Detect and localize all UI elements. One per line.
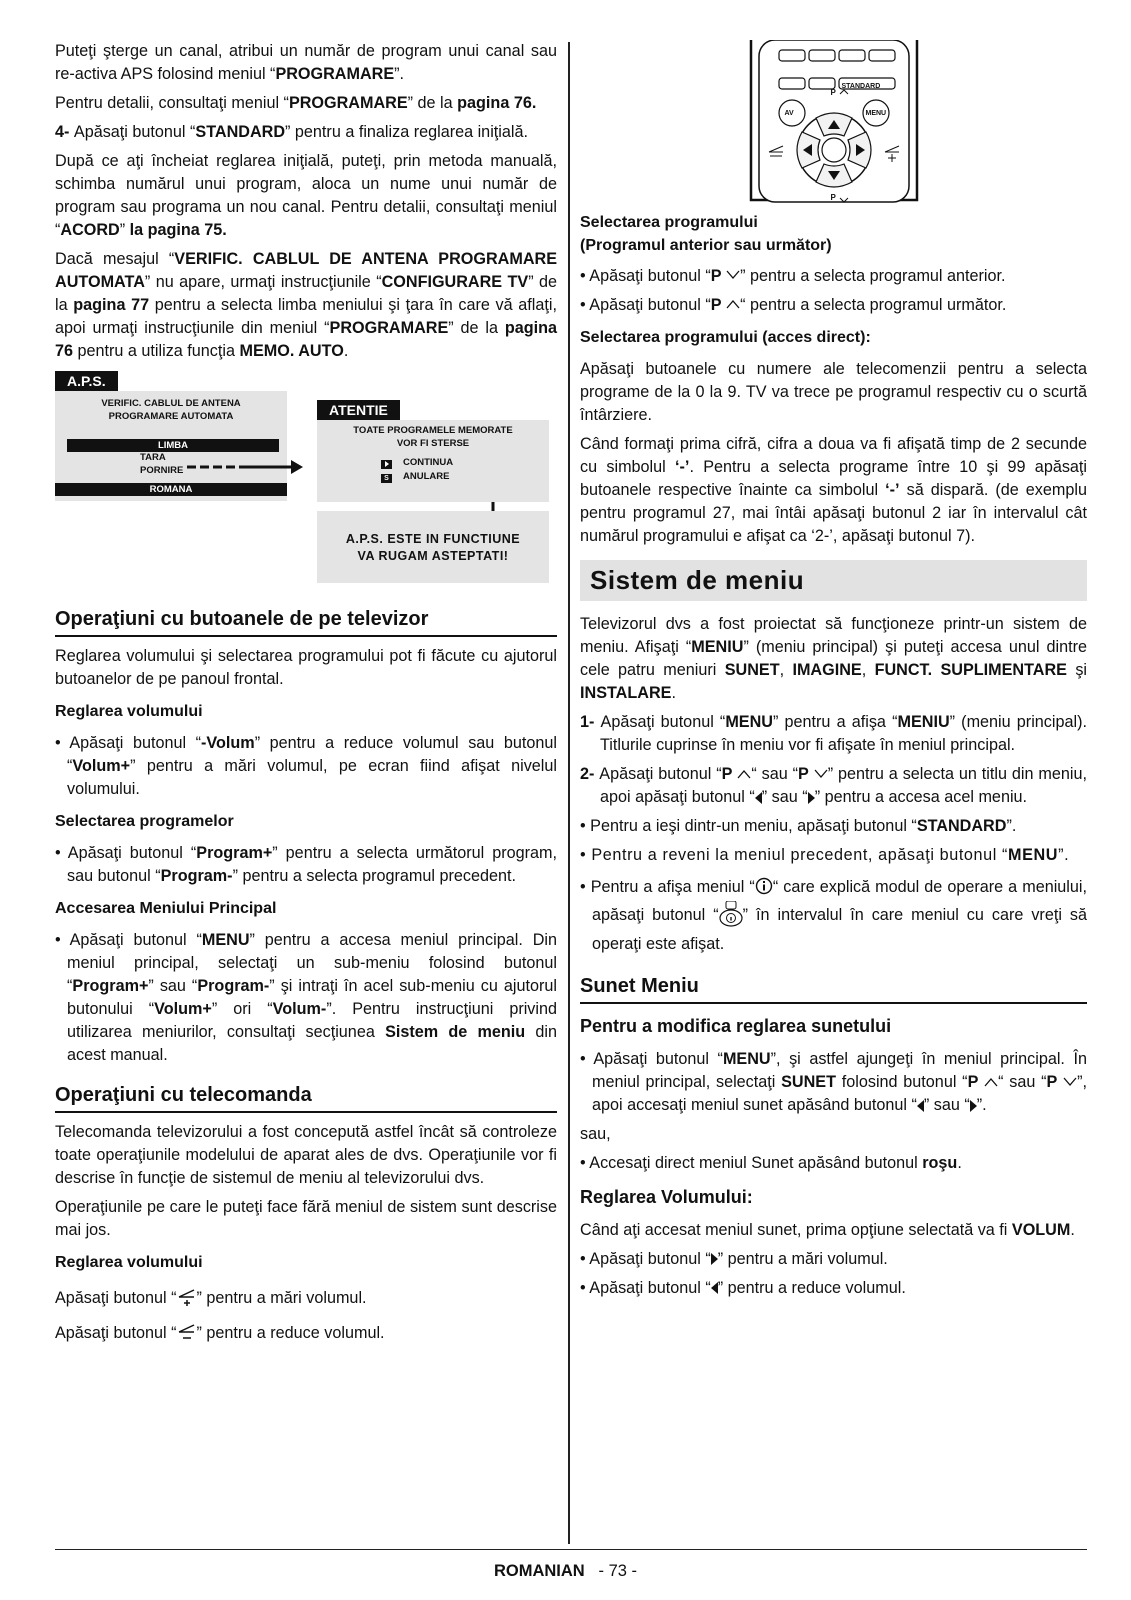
bullet-volume-down: • Apăsaţi butonul “ ” pentru a reduce volumul. — [580, 1278, 906, 1297]
bullet-red-button: • Accesaţi direct meniul Sunet apăsând butonul roşu. — [580, 1154, 962, 1173]
footer-language: ROMANIAN — [493, 1562, 585, 1580]
paragraph-two-digit: Când formaţi prima cifră, cifra a doua va fi afişată timp de 2 secunde cu simbolul ‘-’. Pentru a selecta programe între 10 şi 99 apăsaţi butoanele respective înainte ca simbolul ‘-’ să dispară. (de exemplu pentru programul 27, mai întâi apăsaţi butonul 2 iar în intervalul cât numărul programului e afişat ca ‘2-’, apăsaţi butonul 7). — [580, 435, 1088, 546]
volume-down-icon — [177, 1323, 197, 1341]
remote-av-label: AV — [784, 110, 794, 117]
step-4: 4- Apăsaţi butonul “STANDARD” pentru a finaliza reglarea iniţială. — [55, 123, 528, 141]
remote-body — [749, 40, 919, 205]
chevron-up-icon — [737, 769, 751, 779]
subheading-volume: Reglarea volumului — [55, 703, 203, 721]
menu-item-pornire: PORNIRE — [140, 465, 184, 476]
subheading-program-select-2: (Programul anterior sau următor) — [580, 236, 832, 254]
bullet-sound-menu: • Apăsaţi butonul “MENU”, şi astfel ajungeţi în meniul principal. În meniul principal, selectaţi SUNET folosind butonul “P “ sau “P ”, apoi accesaţi meniul sunet apăsând butonul “ ” sau “ ”. — [580, 1050, 1088, 1115]
paragraph-volume-first: Când aţi accesat meniul sunet, prima opţiune selectată va fi VOLUM. — [580, 1220, 1075, 1239]
paragraph-delete-channel: Puteţi şterge un canal, atribui un număr de program unui canal sau re-activa APS folosind meniul “PROGRAMARE”. — [55, 42, 557, 83]
page-number: - 73 - — [598, 1562, 638, 1580]
subheading-main-menu: Accesarea Meniului Principal — [55, 899, 277, 917]
chevron-down-icon — [726, 270, 740, 280]
option-anulare: ANULARE — [403, 471, 450, 482]
s-key-icon: S — [381, 474, 392, 483]
subheading-program-select: Selectarea programului — [580, 214, 758, 231]
paragraph-manual-tuning: După ce aţi încheiat reglarea iniţială, puteţi, prin metoda manuală, schimba numărul unui program, aloca un nume unui număr de program sau programa un nou canal. Pentru detalii, consultaţi meniul “ACORD” la pagina 75. — [55, 152, 557, 239]
paragraph-menu-system: Televizorul dvs a fost proiectat să funcţioneze printr-un sistem de meniu. Afişaţi “MENIU” (meniu principal) şi puteţi accesa unul dintre cele patru meniuri SUNET, IMAGINE, FUNCT. SUPLIMENTARE şi INSTALARE. — [580, 615, 1088, 703]
remote-control-illustration — [749, 40, 919, 200]
right-arrow-icon — [808, 792, 815, 804]
bullet-next-program: • Apăsaţi butonul “P “ pentru a selecta programul următor. — [580, 296, 1007, 315]
right-column — [580, 40, 1087, 1306]
left-arrow-icon — [711, 1282, 718, 1294]
option-continua: CONTINUA — [403, 457, 454, 468]
subheading-volume-setting: Reglarea Volumului: — [580, 1187, 753, 1208]
subheading-programs: Selectarea programelor — [55, 813, 234, 831]
paragraph-direct-access: Apăsaţi butoanele cu numere ale telecomenzii pentru a selecta programe de la 0 la 9. TV va trece pe programul respectiv cu o scurtă întârziere. — [580, 360, 1087, 425]
subheading-volume-remote: Reglarea volumului — [55, 1253, 203, 1271]
left-arrow-icon — [917, 1100, 924, 1112]
left-arrow-icon — [755, 792, 762, 804]
aps-osd-diagram — [55, 371, 557, 591]
volume-up-icon — [177, 1288, 197, 1306]
arrow-head-right — [291, 460, 303, 474]
paragraph-aps-message: Dacă mesajul “VERIFIC. CABLUL DE ANTENA PROGRAMARE AUTOMATA” nu apare, urmaţi instrucţiunile “CONFIGURARE TV” de la pagina 77 pentru a selecta limba meniului şi ţara în care vă aflaţi, apoi urmaţi instrucţiunile din meniul “PROGRAMARE” de la pagina 76 pentru a utiliza funcţia MEMO. AUTO. — [55, 250, 558, 360]
atentie-screen — [317, 420, 549, 502]
paragraph-remote-1: Telecomanda televizorului a fost concepută astfel încât să controleze toate operaţiunile modelului de aparat ales de dvs. Operaţiunile vor fi descrise în funcţie de sistemul de meniu al televizorului dvs. — [55, 1122, 557, 1187]
aps-running-line1: A.P.S. ESTE IN FUNCTIUNE — [345, 532, 521, 546]
chevron-up-icon — [726, 299, 740, 309]
aps-message-line1: VERIFIC. CABLUL DE ANTENA — [101, 398, 241, 409]
heading-tv-buttons: Operaţiuni cu butoanele de pe televizor — [55, 605, 557, 637]
heading-sunet-menu: Sunet Meniu — [580, 972, 1087, 1004]
menu-item-tara: TARA — [140, 452, 166, 463]
atentie-message-line2: VOR FI STERSE — [396, 437, 470, 449]
continua-key-icon — [381, 460, 392, 469]
section-title-menu-system: Sistem de meniu — [580, 560, 1087, 601]
info-icon — [755, 877, 773, 895]
chevron-up-icon — [984, 1077, 998, 1087]
aps-running-screen — [317, 511, 549, 583]
right-arrow-icon — [711, 1253, 718, 1265]
bullet-volume: • Apăsaţi butonul “-Volum” pentru a reduce volumul sau butonul “Volum+” pentru a mări volumul, pe ecran fiind afişat nivelul volumului. — [55, 734, 557, 799]
info-button-icon — [719, 901, 743, 927]
paragraph-front-panel: Reglarea volumului şi selectarea programului pot fi făcute cu ajutorul butoanelor de pe panoul frontal. — [55, 647, 557, 689]
footer-rule — [55, 1549, 1087, 1550]
column-divider — [568, 42, 570, 1544]
atentie-tag: ATENTIE — [317, 400, 400, 422]
bullet-volume-up: • Apăsaţi butonul “ ” pentru a mări volumul. — [580, 1249, 888, 1268]
text-or: sau, — [580, 1125, 611, 1144]
paragraph-remote-2: Operaţiunile pe care le puteţi face fără meniul de sistem sunt descrise mai jos. — [55, 1197, 557, 1239]
bullet-exit-menu: • Pentru a ieşi dintr-un meniu, apăsaţi butonul “STANDARD”. — [580, 817, 1017, 836]
bullet-info-menu: • Pentru a afişa meniul “ “ care explică modul de operare a meniului, apăsaţi butonul “ ” în intervalul în care meniul cu care vreţi să operaţi este afişat. — [580, 878, 1087, 953]
aps-running-line2: VA RUGAM ASTEPTATI! — [357, 548, 509, 563]
heading-remote: Operaţiuni cu telecomanda — [55, 1081, 557, 1113]
bullet-previous-menu: • Pentru a reveni la meniul precedent, apăsaţi butonul “MENU”. — [580, 846, 1070, 865]
chevron-down-icon — [1063, 1077, 1077, 1087]
step-1: 1- Apăsaţi butonul “MENU” pentru a afişa “MENIU” (meniu principal). Titlurile cuprinse în meniu vor fi afişate în meniul principal. — [580, 713, 1087, 755]
chevron-down-icon — [814, 769, 828, 779]
left-column — [55, 40, 557, 1351]
bullet-main-menu: • Apăsaţi butonul “MENU” pentru a accesa meniul principal. Din meniul principal, selectaţi un sub-meniu folosind butonul “Program+” sau “Program-” şi intraţi în acel sub-meniu cu ajutorul butonului “Volum+” ori “Volum-”. Pentru instrucţiuni privind utilizarea meniurilor, consultaţi secţiunea Sistem de meniu din acest manual. — [55, 930, 558, 1064]
subheading-modify-sound: Pentru a modifica reglarea sunetului — [580, 1016, 892, 1037]
bullet-prev-program: • Apăsaţi butonul “P ” pentru a selecta programul anterior. — [580, 267, 1006, 286]
menu-item-romana: ROMANA — [55, 483, 287, 496]
menu-item-limba: LIMBA — [67, 439, 279, 452]
page-footer — [0, 1560, 1131, 1583]
bullet-programs: • Apăsaţi butonul “Program+” pentru a selecta următorul program, sau butonul “Program-” pentru a selecta programul precedent. — [55, 843, 557, 885]
remote-p-down-label: P — [830, 193, 836, 202]
aps-message-line2: PROGRAMARE AUTOMATA — [108, 410, 234, 422]
remote-menu-label: MENU — [865, 110, 887, 117]
volume-down-line: Apăsaţi butonul “ ” pentru a reduce volumul. — [55, 1323, 385, 1342]
subheading-direct-access: Selectarea programului (acces direct): — [580, 329, 871, 347]
atentie-message-line1: TOATE PROGRAMELE MEMORATE — [353, 425, 513, 436]
aps-tag: A.P.S. — [55, 371, 118, 393]
remote-p-up-label: P — [830, 88, 836, 97]
step-2: 2- Apăsaţi butonul “P “ sau “P ” pentru a selecta un titlu din meniu, apoi apăsaţi butonul “ ” sau “ ” pentru a accesa acel meniu. — [580, 765, 1087, 807]
right-arrow-icon — [970, 1100, 977, 1112]
remote-standard-label: STANDARD — [841, 83, 881, 90]
volume-up-line: Apăsaţi butonul “ ” pentru a mări volumul. — [55, 1288, 367, 1307]
paragraph-programare-ref: Pentru detalii, consultaţi meniul “PROGRAMARE” de la pagina 76. — [55, 94, 537, 112]
